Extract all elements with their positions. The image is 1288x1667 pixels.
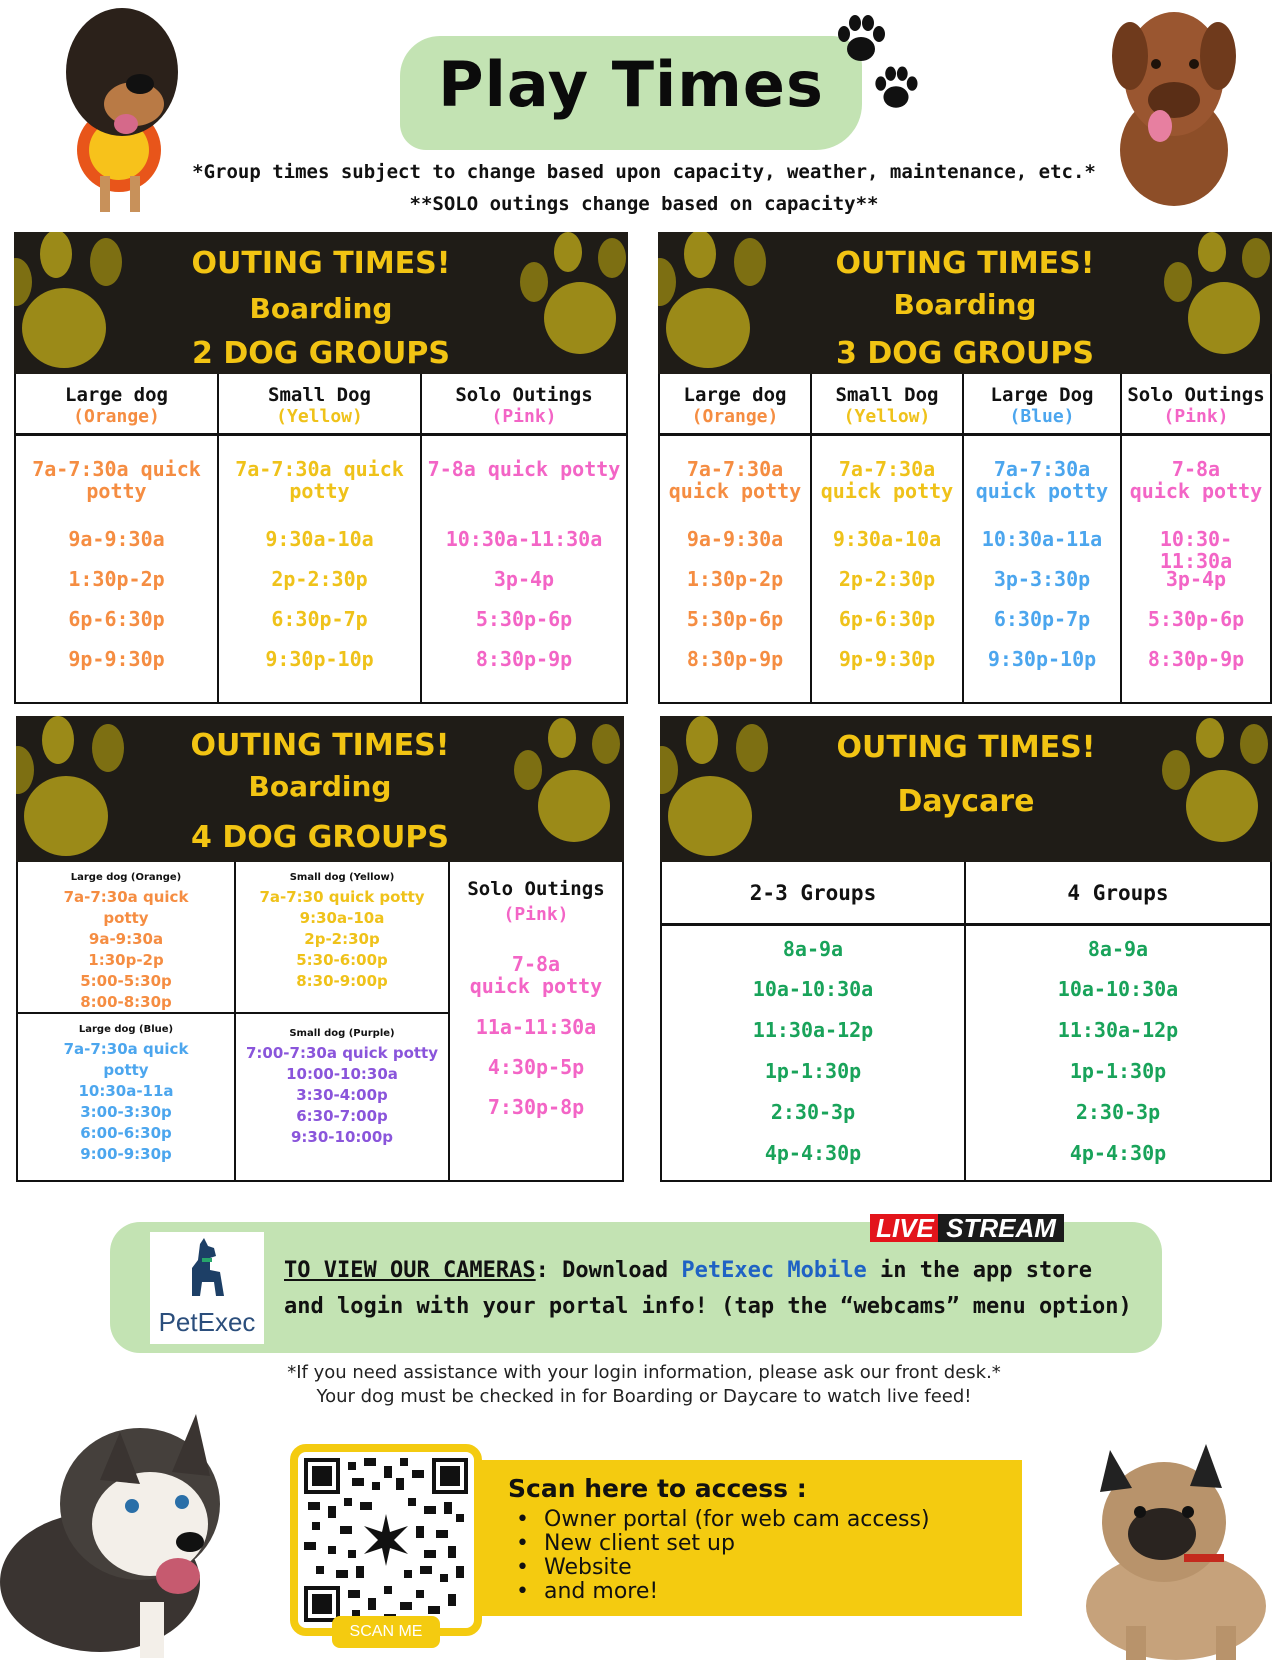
column-header — [812, 374, 962, 436]
panel-group: 4 DOG GROUPS — [191, 820, 449, 855]
time-slot: 9a-9:30a — [88, 930, 164, 948]
instruction-text: in the app store — [866, 1258, 1092, 1283]
time-slot: 10a-10:30a — [752, 977, 874, 1001]
time-slot: 1:30p-2p — [686, 567, 784, 591]
stream-label: STREAM — [938, 1214, 1064, 1242]
block-title: Small dog (Yellow) — [289, 872, 395, 883]
time-slot: 5:30p-6p — [1147, 607, 1245, 631]
time-slot: 2p-2:30p — [304, 930, 380, 948]
column-large-dog-blue — [964, 374, 1122, 702]
time-slot: 7a-7:30 quick potty — [259, 888, 425, 906]
live-stream-badge — [870, 1212, 1064, 1244]
time-slot: quick potty — [975, 479, 1109, 503]
column-color-label: (Orange) — [691, 406, 779, 427]
time-slot: 9:30p-10p — [265, 647, 374, 671]
time-slot: 1:30p-2p — [88, 951, 164, 969]
time-slot: 7-8a quick potty — [427, 457, 621, 481]
block-title: Large dog (Blue) — [78, 1024, 174, 1035]
time-slot: 7:30p-8p — [487, 1095, 585, 1119]
panel-title: OUTING TIMES! — [190, 728, 450, 763]
time-slot: 8:00-8:30p — [80, 993, 172, 1011]
schedule-table — [660, 862, 1272, 1182]
time-slot: 5:30p-6p — [475, 607, 573, 631]
column-title: 2-3 Groups — [662, 862, 964, 926]
time-slot: 4p-4:30p — [1069, 1141, 1167, 1165]
solo-note: **SOLO outings change based on capacity** — [409, 193, 879, 215]
time-slot: 5:30p-6p — [686, 607, 784, 631]
time-slot: 9:30-10:00p — [290, 1128, 394, 1146]
time-slot: 10:00-10:30a — [286, 1065, 398, 1083]
camera-instructions-line-2: and login with your portal info! (tap the “webcams” menu option) — [284, 1294, 1132, 1319]
column-color-label: (Blue) — [1009, 406, 1075, 427]
time-slot: 7a-7:30a — [838, 457, 936, 481]
time-slot: 3:00-3:30p — [80, 1103, 172, 1121]
dog-photo-bottom-left — [0, 1392, 238, 1660]
time-slot: 6:30p-7p — [271, 607, 368, 631]
time-slot: 11:30a-12p — [1057, 1018, 1179, 1042]
panel-subtitle: Daycare — [897, 784, 1035, 819]
column-color-label: (Pink) — [1163, 406, 1229, 427]
assist-note: *If you need assistance with your login information, please ask our front desk.* — [287, 1362, 1001, 1383]
time-slot: 4p-4:30p — [764, 1141, 862, 1165]
live-label: LIVE — [870, 1214, 940, 1242]
column-title: Solo Outings — [1127, 384, 1265, 406]
column-color-label: (Yellow) — [276, 406, 363, 427]
dog-photo-bottom-right — [1066, 1436, 1272, 1660]
time-slot: 10:30a-11:30a — [445, 527, 603, 551]
small-dog-purple-block — [236, 1028, 448, 1148]
time-slot: 10a-10:30a — [1057, 977, 1179, 1001]
panel-group: 3 DOG GROUPS — [836, 336, 1094, 371]
cameras-heading: TO VIEW OUR CAMERAS — [284, 1258, 536, 1283]
time-slot: 7a-7:30a — [993, 457, 1091, 481]
small-dog-yellow-block — [236, 872, 448, 992]
time-slot: 11:30a-12p — [752, 1018, 874, 1042]
daycare-panel — [660, 716, 1272, 1182]
list-item: • New client set up — [516, 1532, 930, 1556]
time-slot: potty — [103, 909, 149, 927]
qr-code-frame[interactable] — [290, 1444, 482, 1636]
column-header — [1122, 374, 1270, 436]
checkin-note: Your dog must be checked in for Boarding or Daycare to watch live feed! — [316, 1386, 972, 1407]
panel-group: 2 DOG GROUPS — [192, 336, 450, 371]
time-slot: 11a-11:30a — [475, 1015, 597, 1039]
time-slot: 6:30-7:00p — [296, 1107, 388, 1125]
column-large-dog-orange — [16, 374, 219, 702]
time-slot: 6p-6:30p — [838, 607, 936, 631]
capacity-note: *Group times subject to change based upon capacity, weather, maintenance, etc.* — [192, 161, 1096, 183]
panel-header — [14, 232, 628, 374]
time-slot: 2p-2:30p — [838, 567, 936, 591]
time-slot: 10:30-11:30a — [1159, 527, 1233, 573]
column-title: Small Dog — [268, 384, 371, 406]
column-header — [660, 374, 810, 436]
column-header — [16, 374, 217, 436]
time-slot: 6p-6:30p — [68, 607, 165, 631]
column-title: 4 Groups — [966, 862, 1270, 926]
schedule-table — [16, 862, 624, 1182]
column-title: Solo Outings — [455, 384, 593, 406]
petexec-logo — [150, 1232, 264, 1344]
time-slot: 6:00-6:30p — [80, 1124, 172, 1142]
time-slot: 2:30-3p — [770, 1100, 856, 1124]
time-slot: 1p-1:30p — [1069, 1059, 1167, 1083]
list-item: • Website — [516, 1556, 930, 1580]
time-slot: 3p-3:30p — [993, 567, 1091, 591]
column-title: Large dog — [65, 384, 168, 406]
time-slot: 7a-7:30a quick potty — [235, 457, 404, 503]
time-slot: 9:30p-10p — [987, 647, 1097, 671]
column-color-label: (Orange) — [73, 406, 160, 427]
time-slot: 8a-9a — [1087, 937, 1149, 961]
time-slot: quick potty — [1129, 479, 1263, 503]
camera-instructions-line-1 — [284, 1258, 1092, 1283]
time-slot: 6:30p-7p — [993, 607, 1091, 631]
panel-subtitle: Boarding — [248, 770, 392, 803]
time-slot: 3p-4p — [493, 567, 555, 591]
column-solo-pink — [422, 374, 626, 702]
time-slot: quick potty — [469, 974, 603, 998]
time-slot: 8:30p-9p — [475, 647, 573, 671]
column-header — [964, 374, 1120, 436]
panel-subtitle: Boarding — [249, 292, 393, 325]
list-item: • Owner portal (for web cam access) — [516, 1508, 930, 1532]
time-slot: 4:30p-5p — [487, 1055, 585, 1079]
boarding-2-dog-panel — [14, 232, 628, 704]
column-header — [219, 374, 420, 436]
panel-header — [660, 716, 1272, 862]
time-slot: 5:30-6:00p — [296, 951, 388, 969]
time-slot: 9:30a-10a — [265, 527, 374, 551]
large-dog-orange-block — [18, 872, 234, 1013]
time-slot: quick potty — [668, 479, 802, 503]
block-title: Small dog (Purple) — [289, 1028, 395, 1039]
time-slot: 9:00-9:30p — [80, 1145, 172, 1163]
solo-pink-block — [450, 878, 622, 1119]
list-item: • and more! — [516, 1580, 930, 1604]
schedule-table — [14, 374, 628, 704]
scan-title: Scan here to access : — [508, 1474, 807, 1503]
column-color-label: (Yellow) — [843, 406, 931, 427]
paw-icon — [832, 10, 890, 68]
column-color-label: (Pink) — [491, 406, 557, 427]
time-slot: 7-8a — [1171, 457, 1221, 481]
panel-header — [658, 232, 1272, 374]
time-slot: 8:30p-9p — [1147, 647, 1245, 671]
column-color-label: (Pink) — [503, 904, 569, 925]
scan-me-label: SCAN ME — [332, 1616, 440, 1648]
time-slot: 9a-9:30a — [68, 527, 165, 551]
boarding-3-dog-panel — [658, 232, 1272, 704]
time-slot: 8a-9a — [782, 937, 844, 961]
time-slot: 7a-7:30a quick potty — [32, 457, 201, 503]
column-4-groups — [966, 862, 1270, 1180]
time-slot: 10:30a-11a — [981, 527, 1103, 551]
time-slot: 8:30p-9p — [686, 647, 784, 671]
column-header — [422, 374, 626, 436]
time-slot: 3:30-4:00p — [296, 1086, 388, 1104]
time-slot: 7a-7:30a quick — [63, 1040, 189, 1058]
panel-subtitle: Boarding — [893, 288, 1037, 321]
time-slot: 9:30a-10a — [299, 909, 385, 927]
time-slot: 9p-9:30p — [838, 647, 936, 671]
qr-code-icon[interactable] — [304, 1458, 468, 1622]
app-name: PetExec Mobile — [681, 1258, 867, 1283]
column-2-3-groups — [662, 862, 966, 1180]
panel-title: OUTING TIMES! — [836, 730, 1096, 765]
page-title: Play Times — [438, 48, 824, 121]
time-slot: 7:00-7:30a quick potty — [246, 1044, 438, 1062]
paw-icon — [870, 62, 922, 114]
time-slot: potty — [103, 1061, 149, 1079]
column-title: Large dog — [683, 384, 787, 406]
panel-title: OUTING TIMES! — [835, 246, 1095, 281]
column-small-dog-yellow — [219, 374, 422, 702]
column-solo-pink — [1122, 374, 1270, 702]
time-slot: 8:30-9:00p — [296, 972, 388, 990]
column-small-dog-yellow — [812, 374, 964, 702]
time-slot: 2p-2:30p — [271, 567, 368, 591]
time-slot: quick potty — [820, 479, 954, 503]
column-large-dog-orange — [660, 374, 812, 702]
dog-icon — [180, 1238, 234, 1298]
boarding-4-dog-panel — [16, 716, 624, 1182]
time-slot: 9a-9:30a — [686, 527, 784, 551]
block-title: Large dog (Orange) — [70, 872, 182, 883]
time-slot: 9:30a-10a — [832, 527, 942, 551]
column-title: Large Dog — [990, 384, 1094, 406]
time-slot: 1p-1:30p — [764, 1059, 862, 1083]
dog-photo-top-right — [1090, 0, 1258, 214]
time-slot: 9p-9:30p — [68, 647, 165, 671]
column-title: Small Dog — [835, 384, 939, 406]
panel-header — [16, 716, 624, 862]
time-slot: 5:00-5:30p — [80, 972, 172, 990]
scan-list — [516, 1508, 930, 1604]
block-title: Solo Outings — [467, 878, 605, 900]
time-slot: 7a-7:30a — [686, 457, 784, 481]
time-slot: 1:30p-2p — [68, 567, 165, 591]
time-slot: 3p-4p — [1165, 567, 1227, 591]
logo-text: PetExec — [158, 1307, 256, 1337]
large-dog-blue-block — [18, 1024, 234, 1165]
time-slot: 7-8a — [511, 952, 561, 976]
schedule-table — [658, 374, 1272, 704]
time-slot: 10:30a-11a — [78, 1082, 174, 1100]
panel-title: OUTING TIMES! — [191, 246, 451, 281]
instruction-text: : Download — [535, 1258, 682, 1283]
dog-photo-top-left — [44, 0, 194, 216]
time-slot: 7a-7:30a quick — [63, 888, 189, 906]
time-slot: 2:30-3p — [1075, 1100, 1161, 1124]
